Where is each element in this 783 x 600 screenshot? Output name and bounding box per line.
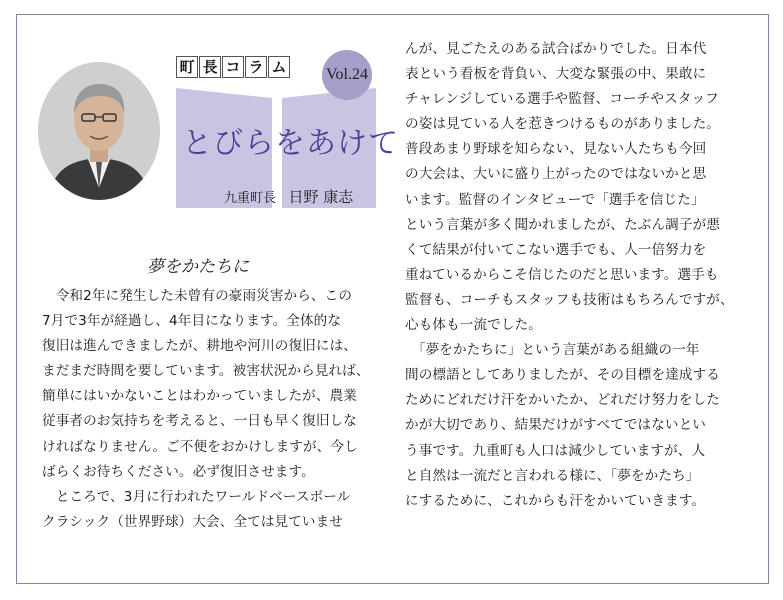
text-line: の大会は、大いに盛り上がったのではないかと思	[405, 166, 707, 183]
text-line: 監督も、コーチもスタッフも技術はもちろんですが、	[405, 291, 734, 308]
text-line: と自然は一流だと言われる様に、「夢をかたち」	[405, 467, 700, 484]
text-line: ばらくお待ちください。必ず復旧させます。	[42, 463, 315, 480]
text-line: の姿は見ている人を惹きつけるものがありました。	[405, 116, 720, 133]
author-byline	[224, 186, 353, 207]
column-char: ラ	[245, 56, 267, 78]
author-name: 日野 康志	[288, 188, 354, 206]
article-column-right	[405, 37, 741, 514]
text-line: 復旧は進んできましたが、耕地や河川の復旧には、	[42, 338, 357, 355]
text-line: ためにどれだけ汗をかいたか、どれだけ努力をした	[405, 392, 720, 409]
text-line: 間の標語としてありましたが、その目標を達成する	[405, 367, 720, 384]
column-char: ム	[268, 56, 290, 78]
author-photo	[38, 62, 160, 200]
text-line: チャレンジしている選手や監督、コーチやスタッフ	[405, 91, 719, 108]
article-subtitle: 夢をかたちに	[147, 257, 249, 277]
text-line: ければなりません。ご不便をおかけしますが、今し	[42, 438, 358, 455]
text-line: 表という看板を背負い、大変な緊張の中、果敢に	[405, 66, 707, 83]
text-line: かが大切であり、結果だけがすべてではないとい	[405, 417, 706, 434]
text-line: んが、見ごたえのある試合ばかりでした。日本代	[405, 41, 707, 57]
text-line: まだまだ時間を要しています。被害状況から見れば、	[42, 363, 370, 380]
text-line: います。監督のインタビューで「選手を信じた」	[405, 191, 705, 208]
text-line: 心も体も一流でした。	[405, 317, 542, 334]
text-line: くて結果が付いてこない選手でも、人一倍努力を	[405, 241, 707, 258]
article-column-left	[42, 284, 376, 535]
text-line: 簡単にはいかないことはわかっていましたが、農業	[42, 388, 357, 405]
text-line: にするために、これからも汗をかいていきます。	[405, 492, 706, 509]
text-line: クラシック（世界野球）大会、全ては見ていませ	[42, 513, 343, 530]
column-char: コ	[222, 56, 244, 78]
portrait-image	[38, 62, 160, 200]
text-line: う事です。九重町も人口は減少していますが、人	[405, 442, 706, 459]
text-line: 普段あまり野球を知らない、見ない人たちも今回	[405, 141, 707, 158]
text-line: ところで、3月に行われたワールドベースボール	[42, 488, 351, 505]
column-title: とびらをあけて	[182, 126, 399, 161]
text-line: 令和2年に発生した未曾有の豪雨災害から、この	[42, 288, 353, 304]
author-role: 九重町長	[224, 191, 277, 206]
text-line: 重ねているからこそ信じたのだと思います。選手も	[405, 266, 719, 283]
text-line: 7月で3年が経過し、4年目になります。全体的な	[42, 313, 342, 330]
column-char: 町	[176, 56, 198, 78]
volume-badge: Vol.24	[322, 50, 372, 100]
text-line: という言葉が多く聞かれましたが、たぶん調子が悪	[405, 216, 720, 233]
text-line: 従事者のお気持ちを考えると、一日も早く復旧しな	[42, 413, 357, 430]
column-label	[176, 56, 291, 78]
column-char: 長	[199, 56, 221, 78]
text-line: 「夢をかたちに」という言葉がある組織の一年	[405, 342, 700, 359]
